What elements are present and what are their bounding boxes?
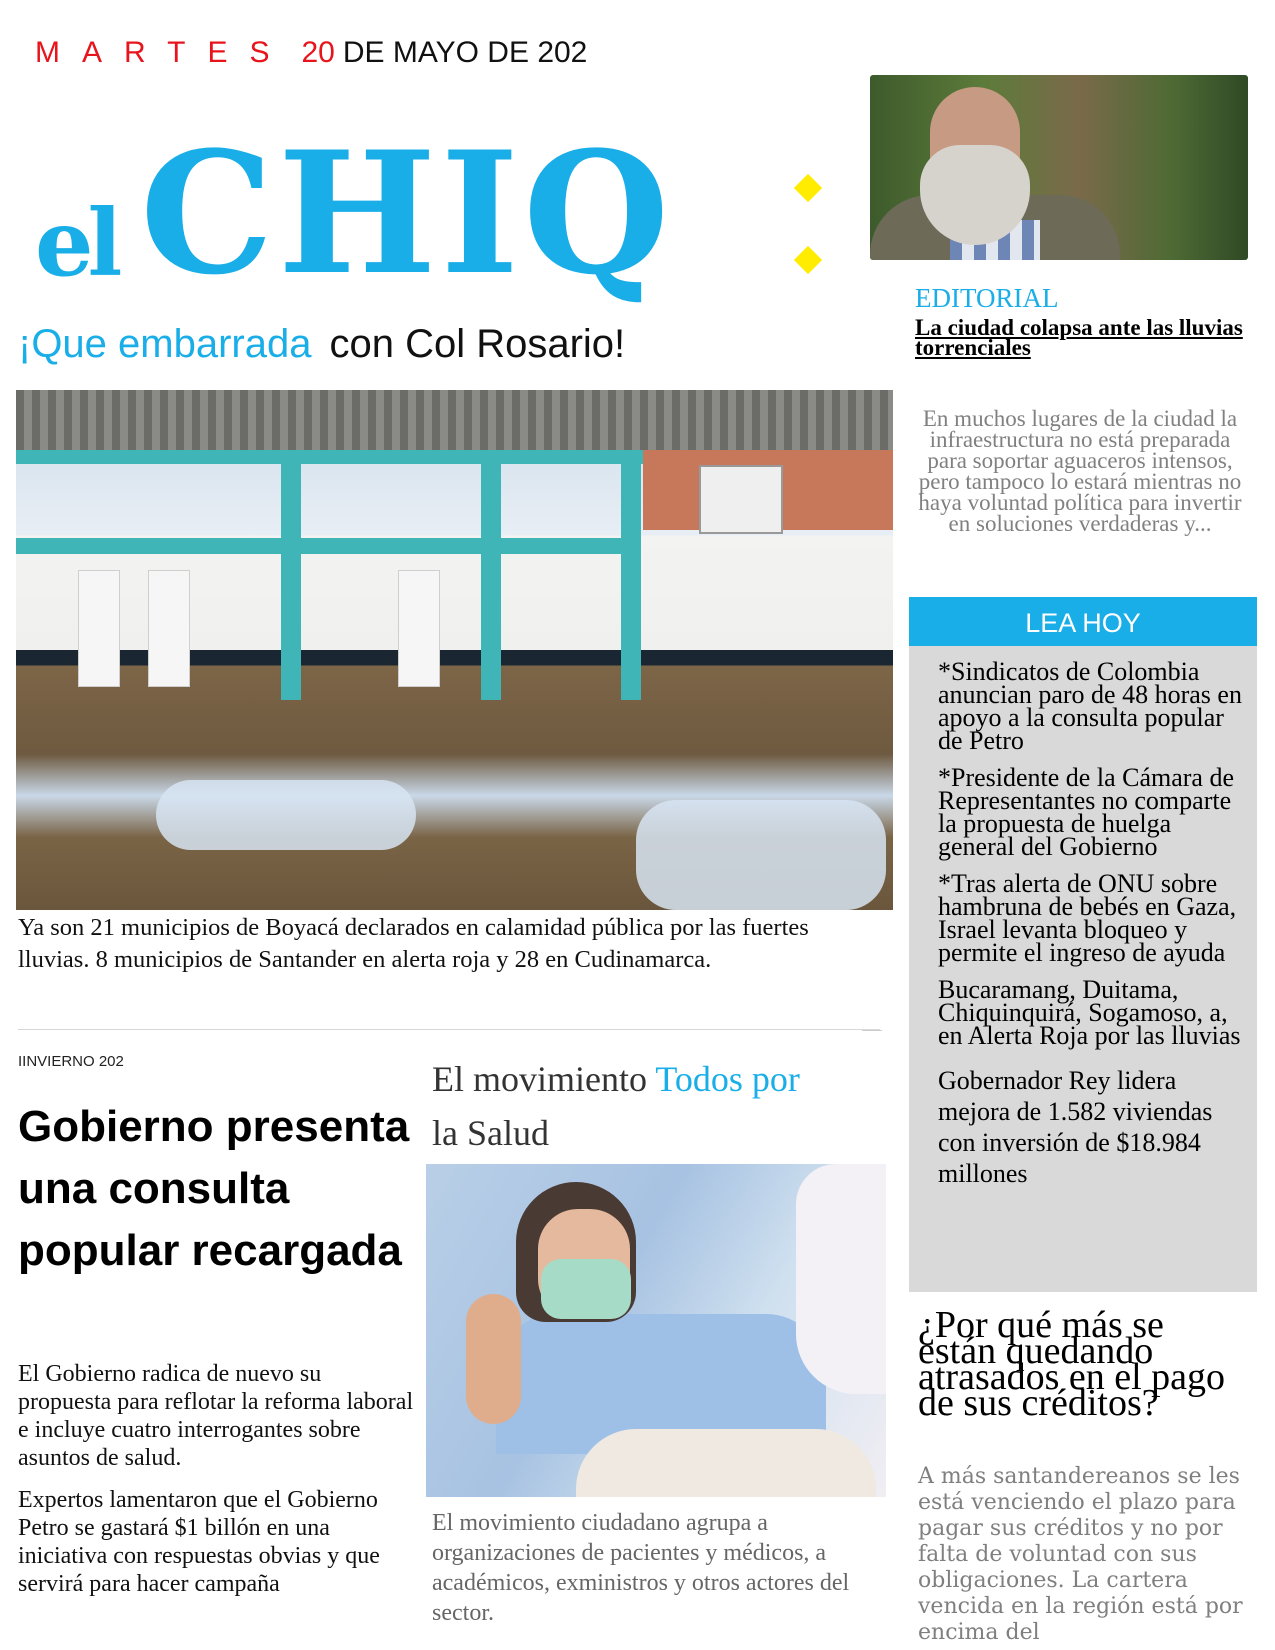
editorial-photo[interactable] — [870, 75, 1248, 260]
lea-hoy-header: LEA HOY — [909, 597, 1257, 646]
pillar-shape — [481, 450, 501, 700]
lea-hoy-item[interactable]: *Tras alerta de ONU sobre hambruna de bebés en Gaza, Israel levanta bloqueo y permite el ingreso de ayuda — [938, 869, 1237, 967]
middle-title-dark2: la Salud — [432, 1113, 549, 1153]
doctor-coat-shape — [796, 1164, 886, 1394]
tagline — [18, 322, 625, 367]
lea-hoy-list — [938, 657, 1253, 1203]
masthead-logo — [30, 114, 820, 312]
tagline-black: con Col Rosario! — [329, 322, 626, 366]
middle-article-caption: El movimiento ciudadano agrupa a organizaciones de pacientes y médicos, a académicos, exministros y otros actores del sector. — [432, 1510, 850, 1626]
lea-hoy-item[interactable]: *Sindicatos de Colombia anuncian paro de 48 horas en apoyo a la consulta popular de Petro — [938, 657, 1242, 755]
middle-title-blue: Todos por — [655, 1059, 800, 1099]
section-kicker: IINVIERNO 202 — [18, 1053, 124, 1070]
left-article-paragraph: Expertos lamentaron que el Gobierno Petro se gastará $1 billón en una iniciativa con respuestas obvias y que servirá para hacer campaña — [18, 1487, 380, 1597]
editorial-label: EDITORIAL — [915, 283, 1059, 313]
basketball-board-shape — [699, 465, 783, 534]
middle-article-title[interactable] — [432, 1052, 872, 1160]
diamond-icon-top — [794, 174, 822, 202]
mask-shape — [541, 1259, 631, 1319]
editorial-body: En muchos lugares de la ciudad la infraestructura no está preparada para soportar aguaceros intensos, pero tampoco lo estará mientras no haya voluntad política para invertir en soluciones verdaderas y... — [918, 406, 1242, 536]
lea-hoy-item[interactable]: Bucaramang, Duitama, Chiquinquirá, Sogamoso, a, en Alerta Roja por las lluvias — [938, 975, 1241, 1050]
tagline-blue: ¡Que embarrada — [18, 322, 312, 366]
right-article-body: A más santandereanos se les está venciendo el plazo para pagar sus créditos y no por falta de voluntad con sus obligaciones. La cartera vencida en la región está por encima del — [918, 1464, 1243, 1645]
dateline — [35, 36, 587, 70]
left-article-body — [18, 1360, 418, 1612]
masthead-title: CHIQ — [140, 114, 674, 312]
left-article-headline[interactable]: Gobierno presenta una consulta popular recargada — [18, 1102, 410, 1275]
lea-hoy-item[interactable]: *Presidente de la Cámara de Representantes no comparte la propuesta de huelga general del Gobierno — [938, 763, 1234, 861]
health-photo[interactable] — [426, 1164, 886, 1497]
date-month-year: DE MAYO DE 202 — [342, 36, 588, 69]
section-divider-end — [862, 1030, 882, 1031]
water-reflection-shape — [636, 800, 886, 910]
diamond-icon-bottom — [794, 246, 822, 274]
thumbs-up-shape — [466, 1294, 521, 1424]
beam-shape — [16, 538, 636, 554]
door-shape — [398, 570, 440, 687]
lea-hoy-item[interactable]: Gobernador Rey lidera mejora de 1.582 viviendas con inversión de $18.984 millones — [938, 1066, 1213, 1188]
water-reflection-shape — [156, 780, 416, 850]
blanket-shape — [576, 1429, 876, 1497]
pillar-shape — [281, 450, 301, 700]
masthead-prefix: el — [35, 189, 117, 297]
section-divider — [18, 1029, 880, 1030]
date-day-number: 20 — [301, 36, 335, 69]
right-article-title[interactable]: ¿Por qué más se están quedando atrasados en el pago de sus créditos? — [918, 1304, 1226, 1424]
door-shape — [78, 570, 120, 687]
main-story-caption: Ya son 21 municipios de Boyacá declarados en calamidad pública por las fuertes lluvias. 8 municipios de Santander en alerta roja y 28 en Cudinamarca. — [18, 914, 809, 973]
editorial-title-link[interactable]: La ciudad colapsa ante las lluvias torrenciales — [915, 315, 1243, 360]
left-article-paragraph: El Gobierno radica de nuevo su propuesta para reflotar la reforma laboral e incluye cuatro interrogantes sobre asuntos de salud. — [18, 1361, 414, 1471]
door-shape — [148, 570, 190, 687]
date-weekday: MARTES — [35, 36, 292, 69]
main-story-photo[interactable] — [16, 390, 893, 910]
middle-title-dark: El movimiento — [432, 1059, 647, 1099]
pillar-shape — [621, 450, 641, 700]
